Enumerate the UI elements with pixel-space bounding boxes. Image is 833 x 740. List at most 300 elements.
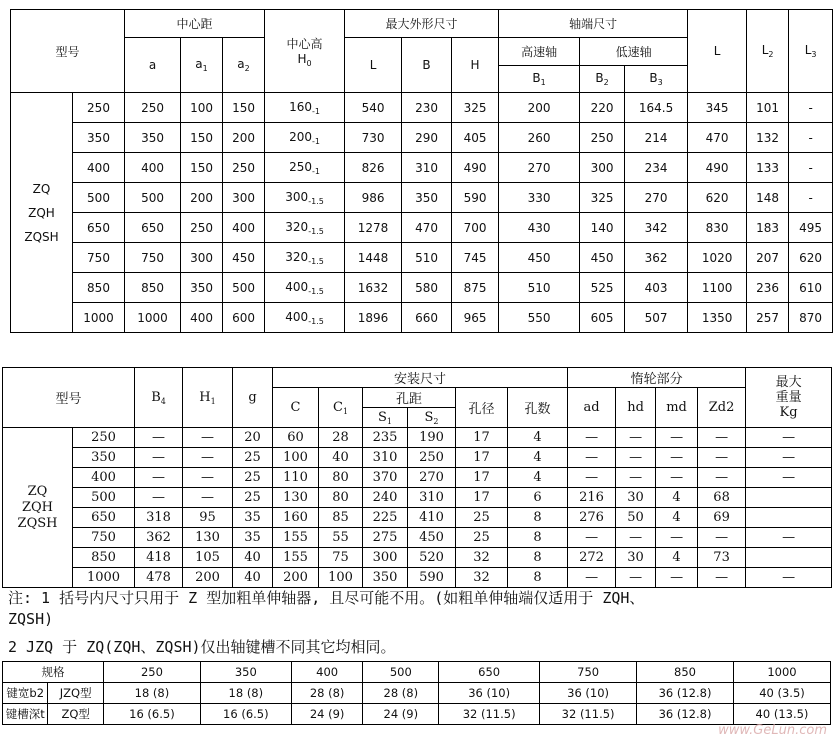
size-cell: 850 [73,273,125,303]
value-cell-g: 20 [233,428,273,448]
t2-header-c: C [273,388,319,428]
value-cell-l2: 207 [747,243,789,273]
value-cell-b: 660 [402,303,452,333]
value-cell-l3: 610 [789,273,833,303]
note-2: 2 JZQ 于 ZQ(ZQH、ZQSH)仅出轴键槽不同其它均相同。 [8,638,396,656]
value-cell-a2: 400 [223,213,265,243]
value-cell-a2: 500 [223,273,265,303]
value-cell: 24 (9) [291,704,363,725]
size-cell: 250 [73,93,125,123]
model-name: ZQ [27,483,48,499]
value-cell: 40 (13.5) [733,704,830,725]
value-cell-g: 25 [233,448,273,468]
value-cell-l: 1448 [345,243,402,273]
value-cell: 18 (8) [200,683,291,704]
value-cell-a: 1000 [125,303,181,333]
value-cell-wt: — [746,568,832,588]
value-cell-b1: 200 [499,93,580,123]
value-cell-l: 1278 [345,213,402,243]
value-cell-b3: 214 [625,123,688,153]
value-cell-g: 25 [233,468,273,488]
value-cell-l3: 495 [789,213,833,243]
value-cell-lc: 620 [688,183,747,213]
value-cell-h1: 130 [183,528,233,548]
note-1-continued: ZQSH) [8,610,54,628]
value-cell-wt [746,508,832,528]
value-cell-h1: — [183,428,233,448]
value-cell-cnt: 6 [508,488,568,508]
keyway-table [2,661,831,725]
value-cell-c1: 100 [319,568,363,588]
value-cell-b1: 260 [499,123,580,153]
value-cell-b3: 270 [625,183,688,213]
value-cell-c1: 80 [319,468,363,488]
value-cell-c1: 80 [319,488,363,508]
value-cell-cnt: 8 [508,508,568,528]
size-cell: 650 [73,508,135,528]
value-cell-zd2: 68 [698,488,746,508]
header-shaft-end: 轴端尺寸 [499,10,688,38]
value-cell-a: 250 [125,93,181,123]
value-cell-ad: — [568,468,616,488]
value-cell-h1: — [183,448,233,468]
value-cell-cnt: 4 [508,428,568,448]
value-cell-c1: 28 [319,428,363,448]
value-cell-c: 110 [273,468,319,488]
value-cell-l2: 132 [747,123,789,153]
value-cell-l2: 183 [747,213,789,243]
value-cell-b2: 605 [580,303,625,333]
value-cell-ad: 216 [568,488,616,508]
value-cell-c1: 55 [319,528,363,548]
value-cell-c: 155 [273,528,319,548]
value-cell-a1: 150 [181,123,223,153]
size-cell: 500 [73,488,135,508]
value-cell-lc: 345 [688,93,747,123]
header-l: L [688,10,747,93]
size-cell: 400 [73,468,135,488]
size-cell: 650 [73,213,125,243]
value-cell-hd: — [616,428,656,448]
value-cell-wt: — [746,468,832,488]
value-cell-s2: 410 [408,508,456,528]
value-cell-l3: - [789,153,833,183]
value-cell-ad: 276 [568,508,616,528]
value-cell-wt: — [746,528,832,548]
value-cell-s1: 370 [363,468,408,488]
header-l3: $L_3$ [789,10,833,93]
t3-header-spec: 规格 [3,662,104,683]
value-cell-b2: 220 [580,93,625,123]
value-cell-b: 310 [402,153,452,183]
header-low-speed: 低速轴 [580,38,688,66]
t2-header-s1: $S_1$ [363,408,408,428]
value-cell-a2: 250 [223,153,265,183]
t2-header-zd2: Zd2 [698,388,746,428]
header-a1: $a_1$ [181,38,223,93]
value-cell-h: 700 [452,213,499,243]
value-cell-b2: 325 [580,183,625,213]
value-cell: 32 (11.5) [439,704,540,725]
value-cell-hd: — [616,568,656,588]
size-cell: 350 [73,123,125,153]
size-header: 350 [200,662,291,683]
value-cell-wt: — [746,428,832,448]
value-cell-zd2: — [698,568,746,588]
note-1: 注: 1 括号内尺寸只用于 Z 型加粗单伸轴器, 且尽可能不用。(如粗单伸轴端仅适用于 ZQH、 [8,589,645,607]
header-center-height [265,10,345,93]
center-height-label: 中心高 [286,36,323,51]
value-cell-l: 1896 [345,303,402,333]
value-cell-b2: 250 [580,123,625,153]
value-cell-hd: 50 [616,508,656,528]
value-cell-b1: 510 [499,273,580,303]
value-cell-md: 4 [656,548,698,568]
value-cell-h: 745 [452,243,499,273]
value-cell-a: 850 [125,273,181,303]
value-cell-a: 650 [125,213,181,243]
h0-label: $H_0$ [297,51,312,68]
value-cell-dia: 17 [456,468,508,488]
t2-header-hole-dia: 孔径 [456,388,508,428]
size-header: 500 [363,662,439,683]
value-cell-a1: 200 [181,183,223,213]
value-cell-s2: 450 [408,528,456,548]
value-cell-c1: 40 [319,448,363,468]
value-cell-wt [746,548,832,568]
h0-cell: $300_{-1.5}$ [265,183,345,213]
value-cell-md: — [656,428,698,448]
h0-cell: $200_{-1}$ [265,123,345,153]
row-type: JZQ型 [48,683,104,704]
value-cell-lc: 830 [688,213,747,243]
t2-header-hole-count: 孔数 [508,388,568,428]
value-cell-b1: 430 [499,213,580,243]
value-cell-b4: — [135,448,183,468]
value-cell-b4: 478 [135,568,183,588]
value-cell-s1: 225 [363,508,408,528]
value-cell-a2: 600 [223,303,265,333]
value-cell-b4: 318 [135,508,183,528]
t2-header-c1: $C_1$ [319,388,363,428]
value-cell-h: 965 [452,303,499,333]
header-a2: $a_2$ [223,38,265,93]
t2-header-s2: $S_2$ [408,408,456,428]
value-cell-b: 580 [402,273,452,303]
value-cell-s1: 350 [363,568,408,588]
value-cell-g: 35 [233,528,273,548]
value-cell-dia: 17 [456,428,508,448]
value-cell-l: 540 [345,93,402,123]
value-cell-a1: 250 [181,213,223,243]
dimensions-table [10,9,833,333]
value-cell-zd2: — [698,448,746,468]
size-header: 1000 [733,662,830,683]
size-header: 400 [291,662,363,683]
value-cell-ad: — [568,568,616,588]
h0-cell: $160_{-1}$ [265,93,345,123]
value-cell-wt [746,488,832,508]
h0-cell: $320_{-1.5}$ [265,243,345,273]
value-cell-l: 826 [345,153,402,183]
value-cell-b: 470 [402,213,452,243]
value-cell-l: 986 [345,183,402,213]
value-cell-zd2: 69 [698,508,746,528]
value-cell-b1: 330 [499,183,580,213]
value-cell-b: 510 [402,243,452,273]
row-type: ZQ型 [48,704,104,725]
value-cell-h: 325 [452,93,499,123]
value-cell-l2: 133 [747,153,789,183]
value-cell-h1: 200 [183,568,233,588]
value-cell-a2: 450 [223,243,265,273]
t2-header-hole-distance: 孔距 [363,388,456,408]
value-cell-h1: 95 [183,508,233,528]
model-group-cell [11,93,73,333]
value-cell-b1: 450 [499,243,580,273]
value-cell-zd2: — [698,528,746,548]
table-row [3,468,832,488]
value-cell-md: — [656,528,698,548]
value-cell-zd2: 73 [698,548,746,568]
size-cell: 500 [73,183,125,213]
table-row [11,123,833,153]
value-cell-a1: 350 [181,273,223,303]
table-row [11,93,833,123]
value-cell-md: — [656,568,698,588]
table-row [3,428,832,448]
header-center-distance: 中心距 [125,10,265,38]
t2-header-g: g [233,368,273,428]
value-cell-a: 350 [125,123,181,153]
value-cell-c: 60 [273,428,319,448]
value-cell-a1: 300 [181,243,223,273]
value-cell-l: 1632 [345,273,402,303]
model-name: ZQH [21,499,54,515]
value-cell-b2: 450 [580,243,625,273]
header-b2: $B_2$ [580,66,625,93]
header-l2: $L_2$ [747,10,789,93]
t2-header-md: md [656,388,698,428]
header-b1: $B_1$ [499,66,580,93]
size-header: 650 [439,662,540,683]
t2-header-install: 安装尺寸 [273,368,568,388]
value-cell-l2: 101 [747,93,789,123]
value-cell-s2: 270 [408,468,456,488]
value-cell-md: — [656,448,698,468]
value-cell: 36 (10) [540,683,637,704]
table-row [3,448,832,468]
value-cell-h: 875 [452,273,499,303]
value-cell: 24 (9) [363,704,439,725]
value-cell-l3: 620 [789,243,833,273]
value-cell-h1: — [183,468,233,488]
header-a: a [125,38,181,93]
value-cell-a: 400 [125,153,181,183]
size-cell: 1000 [73,568,135,588]
value-cell-a: 500 [125,183,181,213]
value-cell-s2: 310 [408,488,456,508]
h0-cell: $400_{-1.5}$ [265,273,345,303]
size-cell: 850 [73,548,135,568]
value-cell-cnt: 4 [508,448,568,468]
value-cell-h: 490 [452,153,499,183]
value-cell-lc: 1020 [688,243,747,273]
model-name: ZQSH [24,229,59,244]
value-cell-dia: 25 [456,528,508,548]
value-cell-ad: 272 [568,548,616,568]
value-cell-ad: — [568,428,616,448]
value-cell-ad: — [568,528,616,548]
value-cell-md: 4 [656,488,698,508]
size-header: 250 [103,662,200,683]
value-cell: 16 (6.5) [103,704,200,725]
value-cell-a2: 200 [223,123,265,153]
model-name: ZQH [28,205,55,220]
value-cell-l2: 236 [747,273,789,303]
value-cell-l3: - [789,93,833,123]
value-cell: 36 (12.8) [637,704,734,725]
value-cell-b4: 418 [135,548,183,568]
row-label: 键宽b2 [3,683,48,704]
value-cell-lc: 1350 [688,303,747,333]
value-cell-h: 590 [452,183,499,213]
value-cell-l3: - [789,123,833,153]
size-header: 850 [637,662,734,683]
value-cell-md: 4 [656,508,698,528]
value-cell-g: 25 [233,488,273,508]
value-cell-b2: 525 [580,273,625,303]
value-cell-hd: 30 [616,488,656,508]
header-model: 型号 [11,10,125,93]
value-cell-g: 35 [233,508,273,528]
value-cell-dia: 32 [456,568,508,588]
table-row [11,273,833,303]
table-row [3,488,832,508]
value-cell-a1: 400 [181,303,223,333]
value-cell-s1: 300 [363,548,408,568]
value-cell-cnt: 8 [508,568,568,588]
t2-header-b4: $B_4$ [135,368,183,428]
value-cell: 28 (8) [363,683,439,704]
size-cell: 750 [73,528,135,548]
value-cell-b: 350 [402,183,452,213]
header-L: L [345,38,402,93]
value-cell-b3: 234 [625,153,688,183]
value-cell-c: 155 [273,548,319,568]
model-name: ZQ [32,181,51,196]
t2-header-hd: hd [616,388,656,428]
value-cell-h: 405 [452,123,499,153]
value-cell: 16 (6.5) [200,704,291,725]
value-cell-c1: 75 [319,548,363,568]
value-cell-h1: — [183,488,233,508]
value-cell-a2: 300 [223,183,265,213]
value-cell-s2: 190 [408,428,456,448]
value-cell-lc: 1100 [688,273,747,303]
value-cell-s2: 250 [408,448,456,468]
value-cell-b4: — [135,428,183,448]
t2-header-max-weight: 最大 重量 Kg [746,368,832,428]
value-cell-b2: 140 [580,213,625,243]
value-cell-b: 290 [402,123,452,153]
value-cell-wt: — [746,448,832,468]
value-cell-b3: 362 [625,243,688,273]
table-row [3,568,832,588]
h0-cell: $320_{-1.5}$ [265,213,345,243]
value-cell-b3: 507 [625,303,688,333]
table-row [11,183,833,213]
value-cell-b4: — [135,488,183,508]
value-cell-h1: 105 [183,548,233,568]
value-cell-b2: 300 [580,153,625,183]
value-cell-md: — [656,468,698,488]
h0-cell: $250_{-1}$ [265,153,345,183]
value-cell-c: 200 [273,568,319,588]
t2-header-model: 型号 [3,368,135,428]
value-cell-b1: 270 [499,153,580,183]
table-row [11,243,833,273]
value-cell-dia: 17 [456,448,508,468]
value-cell-dia: 32 [456,548,508,568]
value-cell-l3: - [789,183,833,213]
value-cell-g: 40 [233,548,273,568]
value-cell-b3: 403 [625,273,688,303]
row-label: 键槽深t [3,704,48,725]
value-cell-ad: — [568,448,616,468]
value-cell-c: 160 [273,508,319,528]
value-cell-cnt: 8 [508,548,568,568]
value-cell: 18 (8) [103,683,200,704]
size-cell: 1000 [73,303,125,333]
table-row [11,213,833,243]
value-cell-b: 230 [402,93,452,123]
value-cell: 40 (3.5) [733,683,830,704]
watermark: www.GeLun.com [718,723,827,738]
value-cell-lc: 490 [688,153,747,183]
value-cell-zd2: — [698,468,746,488]
size-header: 750 [540,662,637,683]
value-cell-s1: 275 [363,528,408,548]
value-cell: 36 (12.8) [637,683,734,704]
header-high-speed: 高速轴 [499,38,580,66]
value-cell-hd: — [616,448,656,468]
value-cell-a: 750 [125,243,181,273]
value-cell-s1: 235 [363,428,408,448]
value-cell-a1: 100 [181,93,223,123]
model-name: ZQSH [17,515,58,531]
size-cell: 250 [73,428,135,448]
t2-header-h1: $H_1$ [183,368,233,428]
value-cell-dia: 17 [456,488,508,508]
header-b3: $B_3$ [625,66,688,93]
value-cell-b1: 550 [499,303,580,333]
value-cell-s2: 590 [408,568,456,588]
table-row [3,508,832,528]
value-cell: 36 (10) [439,683,540,704]
h0-cell: $400_{-1.5}$ [265,303,345,333]
table-row [3,548,832,568]
table-row [11,303,833,333]
value-cell-dia: 25 [456,508,508,528]
header-max-dimensions: 最大外形尺寸 [345,10,499,38]
value-cell-b4: — [135,468,183,488]
value-cell-l2: 257 [747,303,789,333]
value-cell-c1: 85 [319,508,363,528]
value-cell-g: 40 [233,568,273,588]
size-cell: 750 [73,243,125,273]
header-H: H [452,38,499,93]
